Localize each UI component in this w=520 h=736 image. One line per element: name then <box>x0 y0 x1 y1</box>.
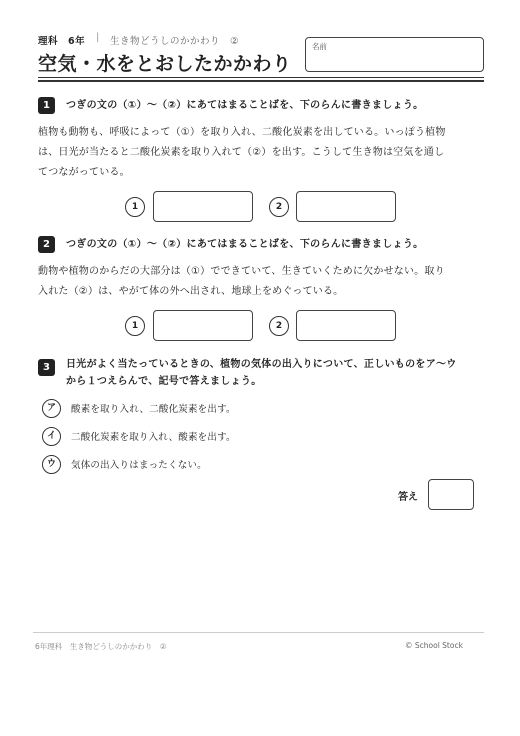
question-3-prompt-line-2: から１つえらんで、記号で答えましょう。 <box>66 376 262 387</box>
subject-label: 理科 6年 <box>38 36 86 47</box>
header-divider-thick <box>38 80 484 82</box>
question-2-text <box>38 262 488 302</box>
question-2-line-2: 入れた（②）は、やがて体の外へ出され、地球上をめぐっている。 <box>38 286 344 297</box>
question-2-line-1: 動物や植物のからだの大部分は（①）でできていて、生きていくために欠かせない。取り <box>38 266 445 277</box>
q1-answer-2-label: 2 <box>269 197 289 217</box>
question-3-prompt-line-1: 日光がよく当たっているときの、植物の気体の出入りについて、正しいものをア～ウ <box>66 359 457 370</box>
choice-u-mark: ウ <box>42 455 61 474</box>
name-field[interactable] <box>305 37 484 72</box>
footer-title: 6年理科 生き物どうしのかかわり ② <box>35 642 167 651</box>
q1-answer-2-box[interactable] <box>296 191 396 222</box>
choice-u-text: 気体の出入りはまったくない。 <box>71 460 207 471</box>
choice-a-mark: ア <box>42 399 61 418</box>
q2-answer-2-label: 2 <box>269 316 289 336</box>
choice-a-text: 酸素を取り入れ、二酸化炭素を出す。 <box>71 404 236 415</box>
q2-answer-2-box[interactable] <box>296 310 396 341</box>
footer-divider <box>33 632 484 633</box>
question-2-prompt: つぎの文の（①）～（②）にあてはまることばを、下のらんに書きましょう。 <box>66 239 424 250</box>
question-1-line-3: てつながっている。 <box>38 167 130 178</box>
answer-label: 答え <box>398 492 418 503</box>
choice-i-text: 二酸化炭素を取り入れ、酸素を出す。 <box>71 432 236 443</box>
question-1-prompt: つぎの文の（①）～（②）にあてはまることばを、下のらんに書きましょう。 <box>66 100 424 111</box>
question-1-line-2: は、日光が当たると二酸化炭素を取り入れて（②）を出す。こうして生き物は空気を通し <box>38 147 445 158</box>
q3-answer-box[interactable] <box>428 479 474 510</box>
q1-answer-1-label: 1 <box>125 197 145 217</box>
q2-answer-1-label: 1 <box>125 316 145 336</box>
page-title: 空気・水をとおしたかかわり <box>38 53 292 75</box>
q2-answer-1-box[interactable] <box>153 310 253 341</box>
q1-answer-1-box[interactable] <box>153 191 253 222</box>
question-2-number: 2 <box>38 236 55 253</box>
unit-label: 生き物どうしのかかわり ② <box>110 36 240 47</box>
question-1-number: 1 <box>38 97 55 114</box>
question-3-number: 3 <box>38 359 55 376</box>
footer-credit: © School Stock <box>405 641 463 650</box>
name-label: 名前 <box>312 42 327 51</box>
question-3-prompt <box>66 356 457 390</box>
question-1-line-1: 植物も動物も、呼吸によって（①）を取り入れ、二酸化炭素を出している。いっぽう植物 <box>38 127 446 138</box>
question-1-text <box>38 123 488 183</box>
header-divider <box>38 77 484 78</box>
header-separator: | <box>96 32 100 43</box>
choice-i-mark: イ <box>42 427 61 446</box>
